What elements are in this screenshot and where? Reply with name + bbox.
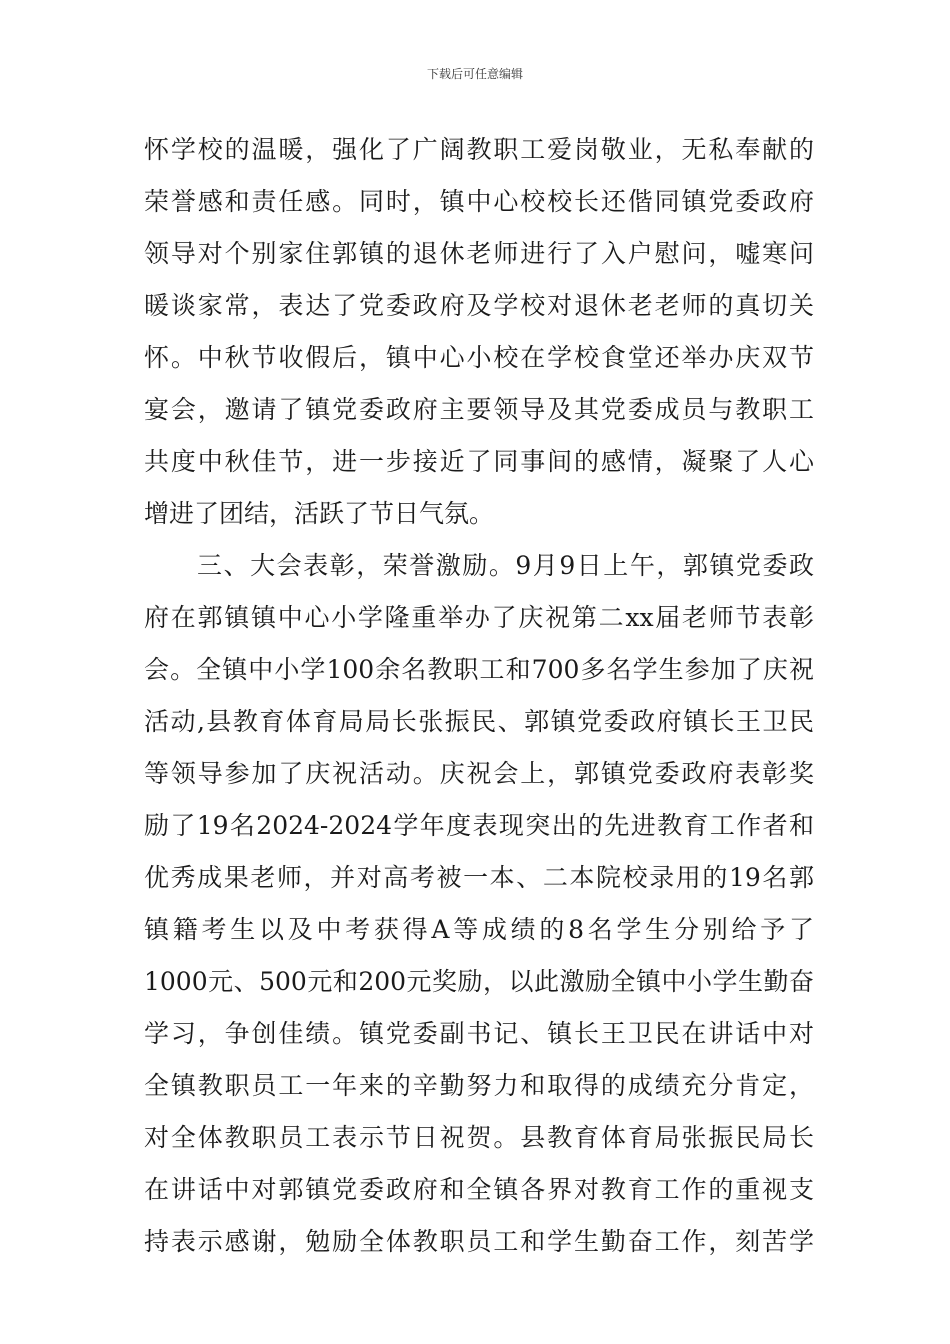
text-line: 在讲话中对郭镇党委政府和全镇各界对教育工作的重视支 (144, 1175, 814, 1204)
text-line: 暖谈家常，表达了党委政府及学校对退休老老师的真切关 (144, 291, 814, 320)
text-line: 全镇教职员工一年来的辛勤努力和取得的成绩充分肯定， (144, 1071, 814, 1100)
text-line: 镇籍考生以及中考获得A等成绩的8名学生分别给予了 (144, 915, 814, 944)
text-line: 对全体教职员工表示节日祝贺。县教育体育局张振民局长 (144, 1123, 814, 1152)
text-line: 共度中秋佳节，进一步接近了同事间的感情，凝聚了人心 (144, 447, 814, 476)
document-body (144, 124, 814, 1268)
text-line: 荣誉感和责任感。同时，镇中心校校长还偕同镇党委政府 (144, 187, 814, 216)
page-header: 下载后可任意编辑 (426, 67, 523, 81)
text-line: 1000元、500元和200元奖励，以此激励全镇中小学生勤奋 (144, 967, 814, 996)
text-line: 会。全镇中小学100余名教职工和700多名学生参加了庆祝 (144, 655, 814, 684)
text-line: 等领导参加了庆祝活动。庆祝会上，郭镇党委政府表彰奖 (144, 759, 814, 788)
text-line: 府在郭镇镇中心小学隆重举办了庆祝第二xx届老师节表彰 (144, 603, 814, 632)
text-line: 宴会，邀请了镇党委政府主要领导及其党委成员与教职工 (144, 395, 814, 424)
text-line: 怀。中秋节收假后，镇中心小校在学校食堂还举办庆双节 (144, 343, 814, 372)
text-line: 领导对个别家住郭镇的退休老师进行了入户慰问，嘘寒问 (144, 239, 814, 268)
text-line: 增进了团结，活跃了节日气氛。 (144, 499, 495, 528)
text-line: 励了19名2024-2024学年度表现突出的先进教育工作者和 (144, 811, 814, 840)
text-line: 活动,县教育体育局局长张振民、郭镇党委政府镇长王卫民 (144, 707, 814, 736)
text-line: 三、大会表彰，荣誉激励。9月9日上午，郭镇党委政 (144, 551, 814, 580)
text-line: 学习，争创佳绩。镇党委副书记、镇长王卫民在讲话中对 (144, 1019, 814, 1048)
text-line: 怀学校的温暖，强化了广阔教职工爱岗敬业，无私奉献的 (144, 135, 814, 164)
text-line: 持表示感谢，勉励全体教职员工和学生勤奋工作，刻苦学 (144, 1227, 814, 1256)
paragraph (144, 124, 814, 540)
text-line: 优秀成果老师，并对高考被一本、二本院校录用的19名郭 (144, 863, 814, 892)
paragraph (144, 540, 814, 1268)
